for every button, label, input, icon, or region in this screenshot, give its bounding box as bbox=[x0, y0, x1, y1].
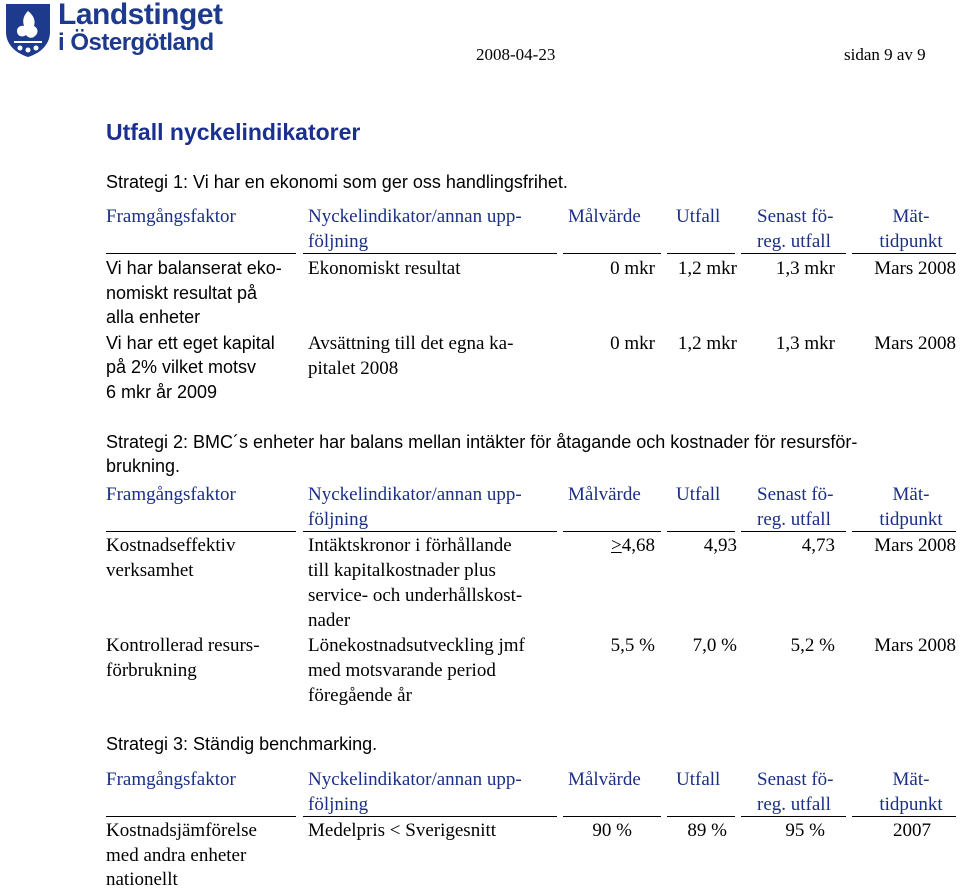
col-header-factor: Framgångsfaktor bbox=[106, 206, 236, 227]
row-factor-line: 6 mkr år 2009 bbox=[106, 382, 218, 402]
header-rule bbox=[106, 531, 296, 532]
col-header-outcome: Utfall bbox=[676, 769, 721, 790]
logo-text-line1: Landstinget bbox=[58, 0, 223, 31]
col-header-factor: Framgångsfaktor bbox=[106, 484, 236, 505]
row-time: Mars 2008 bbox=[874, 535, 956, 556]
row-factor-line: förbrukning bbox=[106, 660, 197, 681]
row-outcome: 89 % bbox=[687, 820, 727, 841]
col-header-latest-line2: reg. utfall bbox=[757, 231, 831, 252]
row-indicator-line: föregående år bbox=[308, 685, 412, 706]
row-outcome: 1,2 mkr bbox=[677, 333, 737, 354]
col-header-indicator-line2: följning bbox=[308, 509, 369, 530]
row-time: Mars 2008 bbox=[874, 258, 956, 279]
row-factor-line: med andra enheter bbox=[106, 845, 247, 866]
col-header-outcome: Utfall bbox=[676, 206, 721, 227]
row-factor-line: Kostnadseffektiv bbox=[106, 535, 236, 556]
col-header-target: Målvärde bbox=[568, 769, 641, 790]
header-rule bbox=[563, 253, 661, 254]
col-header-indicator-line1: Nyckelindikator/annan upp- bbox=[308, 206, 522, 227]
row-factor-line: Vi har balanserat eko- bbox=[106, 258, 282, 278]
header-rule bbox=[852, 253, 956, 254]
header-rule bbox=[106, 816, 296, 817]
col-header-time-line1: Mät- bbox=[892, 206, 930, 227]
row-target: >4,68 bbox=[611, 535, 655, 556]
coat-of-arms-icon bbox=[4, 2, 52, 58]
header-rule bbox=[106, 253, 296, 254]
page-number: sidan 9 av 9 bbox=[844, 45, 926, 64]
header-rule bbox=[667, 816, 735, 817]
header-rule bbox=[852, 531, 956, 532]
row-factor-line: verksamhet bbox=[106, 560, 194, 581]
document-date: 2008-04-23 bbox=[476, 45, 556, 64]
row-target: 0 mkr bbox=[610, 333, 655, 354]
row-indicator-line: pitalet 2008 bbox=[308, 358, 399, 379]
row-latest: 4,73 bbox=[801, 535, 835, 556]
col-header-target: Målvärde bbox=[568, 206, 641, 227]
row-outcome: 4,93 bbox=[703, 535, 737, 556]
row-time: Mars 2008 bbox=[874, 635, 956, 656]
header-rule bbox=[563, 531, 661, 532]
header-rule bbox=[741, 816, 846, 817]
row-factor-line: på 2% vilket motsv bbox=[106, 357, 257, 377]
col-header-indicator-line2: följning bbox=[308, 231, 369, 252]
col-header-outcome: Utfall bbox=[676, 484, 721, 505]
row-factor-line: alla enheter bbox=[106, 307, 201, 327]
strategy-2-title-line2: brukning. bbox=[106, 456, 181, 476]
row-outcome: 1,2 mkr bbox=[677, 258, 737, 279]
col-header-time-line1: Mät- bbox=[892, 769, 930, 790]
row-indicator-line: Lönekostnadsutveckling jmf bbox=[308, 635, 525, 656]
row-indicator-line: nader bbox=[308, 610, 351, 631]
row-latest: 95 % bbox=[785, 820, 825, 841]
col-header-latest-line1: Senast fö- bbox=[757, 484, 834, 505]
header-rule bbox=[303, 253, 557, 254]
row-factor-line: nomiskt resultat på bbox=[106, 283, 258, 303]
header-rule bbox=[741, 253, 846, 254]
header-rule bbox=[741, 531, 846, 532]
row-factor-line: nationellt bbox=[106, 869, 178, 890]
row-latest: 5,2 % bbox=[790, 635, 835, 656]
col-header-target: Målvärde bbox=[568, 484, 641, 505]
row-factor-line: Vi har ett eget kapital bbox=[106, 333, 275, 353]
row-factor-line: Kostnadsjämförelse bbox=[106, 820, 257, 841]
row-factor-line: Kontrollerad resurs- bbox=[106, 635, 260, 656]
row-indicator-line: med motsvarande period bbox=[308, 660, 496, 681]
header-rule bbox=[852, 816, 956, 817]
col-header-factor: Framgångsfaktor bbox=[106, 769, 236, 790]
logo-text-line2: i Östergötland bbox=[58, 29, 214, 56]
row-latest: 1,3 mkr bbox=[775, 258, 835, 279]
col-header-latest-line1: Senast fö- bbox=[757, 769, 834, 790]
col-header-latest-line1: Senast fö- bbox=[757, 206, 834, 227]
strategy-2-title-line1: Strategi 2: BMC´s enheter har balans mellan intäkter för åtagande och kostnader för resursför- bbox=[106, 432, 858, 452]
page-title: Utfall nyckelindikatorer bbox=[106, 119, 361, 145]
col-header-indicator-line2: följning bbox=[308, 794, 369, 815]
row-indicator-line: Avsättning till det egna ka- bbox=[308, 333, 514, 354]
row-latest: 1,3 mkr bbox=[775, 333, 835, 354]
row-indicator-line: Ekonomiskt resultat bbox=[308, 258, 461, 279]
header-rule bbox=[303, 816, 557, 817]
greater-equal-sign: > bbox=[611, 535, 622, 556]
col-header-time-line2: tidpunkt bbox=[879, 231, 943, 252]
row-indicator-line: Intäktskronor i förhållande bbox=[308, 535, 512, 556]
header-rule bbox=[667, 531, 735, 532]
col-header-time-line2: tidpunkt bbox=[879, 794, 943, 815]
row-indicator-line: till kapitalkostnader plus bbox=[308, 560, 496, 581]
row-time: 2007 bbox=[893, 820, 931, 841]
row-time: Mars 2008 bbox=[874, 333, 956, 354]
header-rule bbox=[563, 816, 661, 817]
col-header-indicator-line1: Nyckelindikator/annan upp- bbox=[308, 484, 522, 505]
col-header-time-line2: tidpunkt bbox=[879, 509, 943, 530]
col-header-indicator-line1: Nyckelindikator/annan upp- bbox=[308, 769, 522, 790]
row-indicator-line: Medelpris < Sverigesnitt bbox=[308, 820, 497, 841]
row-indicator-line: service- och underhållskost- bbox=[308, 585, 523, 606]
row-target: 5,5 % bbox=[610, 635, 655, 656]
header-rule bbox=[303, 531, 557, 532]
col-header-time-line1: Mät- bbox=[892, 484, 930, 505]
row-outcome: 7,0 % bbox=[692, 635, 737, 656]
col-header-latest-line2: reg. utfall bbox=[757, 794, 831, 815]
col-header-latest-line2: reg. utfall bbox=[757, 509, 831, 530]
strategy-1-title: Strategi 1: Vi har en ekonomi som ger oss handlingsfrihet. bbox=[106, 172, 568, 192]
strategy-3-title: Strategi 3: Ständig benchmarking. bbox=[106, 734, 378, 754]
row-target: 90 % bbox=[592, 820, 632, 841]
row-target: 0 mkr bbox=[610, 258, 655, 279]
header-rule bbox=[667, 253, 735, 254]
